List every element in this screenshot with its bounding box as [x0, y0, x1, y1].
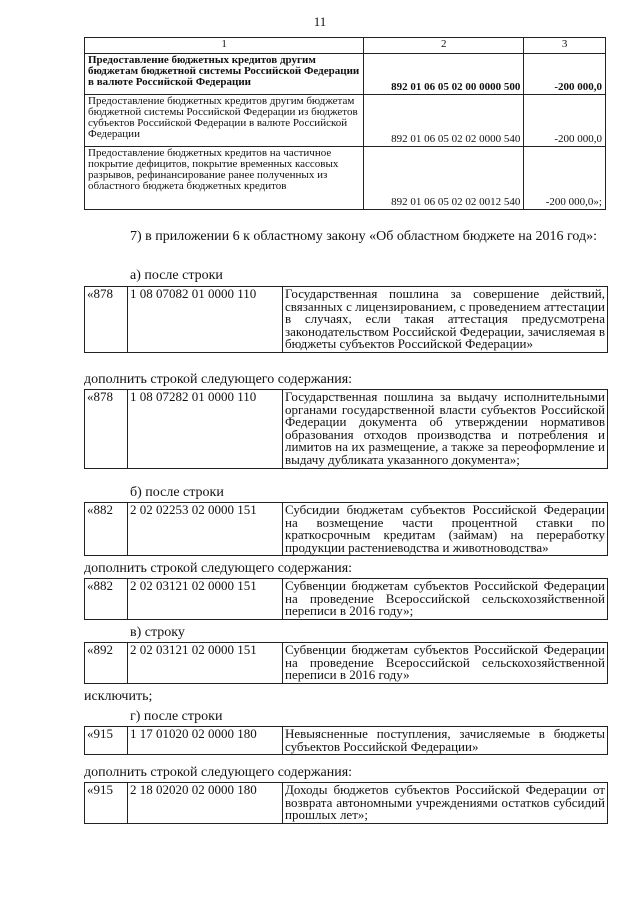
row-amount: -200 000,0»; [524, 147, 606, 210]
row-kbk-code: 2 18 02020 02 0000 180 [128, 783, 283, 824]
exclude-label: исключить; [84, 689, 153, 704]
row-amount: -200 000,0 [524, 95, 606, 147]
table-row [85, 727, 608, 755]
row-quote-code: «878 [85, 390, 128, 469]
row-kbk-code: 1 17 01020 02 0000 180 [128, 727, 283, 755]
table-row [85, 643, 608, 684]
budget-sources-table [84, 37, 606, 210]
table-row [85, 54, 606, 95]
row-quote-code: «915 [85, 783, 128, 824]
row-description: Субвенции бюджетам субъектов Российской Федерации на проведение Всероссийской сельскохозяйственной переписи в 2016 году»; [283, 579, 608, 620]
row-description: Субсидии бюджетам субъектов Российской Федерации на возмещение части процентной ставки по краткосрочным кредитам (займам) на переработку продукции растениеводства и животноводства» [283, 503, 608, 556]
row-quote-code: «892 [85, 643, 128, 684]
page-number: 11 [313, 14, 327, 29]
row-d-new-table [84, 782, 608, 824]
row-code: 892 01 06 05 02 02 0012 540 [364, 147, 524, 210]
row-name: Предоставление бюджетных кредитов другим бюджетам бюджетной системы Российской Федерации в валюте Российской Федерации [85, 54, 364, 95]
header-col-1: 1 [85, 38, 364, 54]
add-line-label: дополнить строкой следующего содержания: [84, 561, 353, 576]
table-row [85, 147, 606, 210]
row-description: Субвенции бюджетам субъектов Российской Федерации на проведение Всероссийской сельскохозяйственной переписи в 2016 году» [283, 643, 608, 684]
subitem-a-label: а) после строки [130, 268, 223, 283]
row-kbk-code: 2 02 02253 02 0000 151 [128, 503, 283, 556]
row-description: Государственная пошлина за выдачу исполнительными органами государственной власти субъектов Российской Федерации документа об утверждении нормативов образования отходов производства и потребления и лимитов на их размещение, а также за переоформление и выдачу дубликата указанного документа»; [283, 390, 608, 469]
row-quote-code: «882 [85, 503, 128, 556]
row-description: Невыясненные поступления, зачисляемые в бюджеты субъектов Российской Федерации» [283, 727, 608, 755]
row-d-table [84, 726, 608, 755]
row-a-new-table [84, 389, 608, 469]
table-row [85, 579, 608, 620]
row-name: Предоставление бюджетных кредитов другим бюджетам бюджетной системы Российской Федерации из бюджетов субъектов Российской Федерации в валюте Российской Федерации [85, 95, 364, 147]
table-row [85, 783, 608, 824]
subitem-b-label: б) после строки [130, 485, 224, 500]
row-description: Государственная пошлина за совершение действий, связанных с лицензированием, с проведением аттестации в случаях, если такая аттестация предусмотрена законодательством Российской Федерации, зачисляемая в бюджеты субъектов Российской Федерации» [283, 287, 608, 353]
row-kbk-code: 2 02 03121 02 0000 151 [128, 643, 283, 684]
row-amount: -200 000,0 [524, 54, 606, 95]
table-row [85, 503, 608, 556]
table-row [85, 95, 606, 147]
add-line-label: дополнить строкой следующего содержания: [84, 765, 353, 780]
header-col-3: 3 [524, 38, 606, 54]
table-header-row [85, 38, 606, 54]
row-description: Доходы бюджетов субъектов Российской Федерации от возврата автономными учреждениями остатков субсидий прошлых лет»; [283, 783, 608, 824]
paragraph-7: 7) в приложении 6 к областному закону «Об областном бюджете на 2016 год»: [130, 229, 597, 244]
row-b-table [84, 502, 608, 556]
row-quote-code: «878 [85, 287, 128, 353]
row-code: 892 01 06 05 02 02 0000 540 [364, 95, 524, 147]
row-code: 892 01 06 05 02 00 0000 500 [364, 54, 524, 95]
row-kbk-code: 1 08 07282 01 0000 110 [128, 390, 283, 469]
row-kbk-code: 1 08 07082 01 0000 110 [128, 287, 283, 353]
table-row [85, 390, 608, 469]
subitem-c-label: в) строку [130, 625, 185, 640]
add-line-label: дополнить строкой следующего содержания: [84, 372, 353, 387]
row-b-new-table [84, 578, 608, 620]
row-quote-code: «882 [85, 579, 128, 620]
row-name: Предоставление бюджетных кредитов на частичное покрытие дефицитов, покрытие временных кассовых разрывов, рефинансирование ранее полученных из областного бюджета бюджетных кредитов [85, 147, 364, 210]
table-row [85, 287, 608, 353]
header-col-2: 2 [364, 38, 524, 54]
row-quote-code: «915 [85, 727, 128, 755]
subitem-d-label: г) после строки [130, 709, 223, 724]
row-c-table [84, 642, 608, 684]
row-a-table [84, 286, 608, 353]
row-kbk-code: 2 02 03121 02 0000 151 [128, 579, 283, 620]
